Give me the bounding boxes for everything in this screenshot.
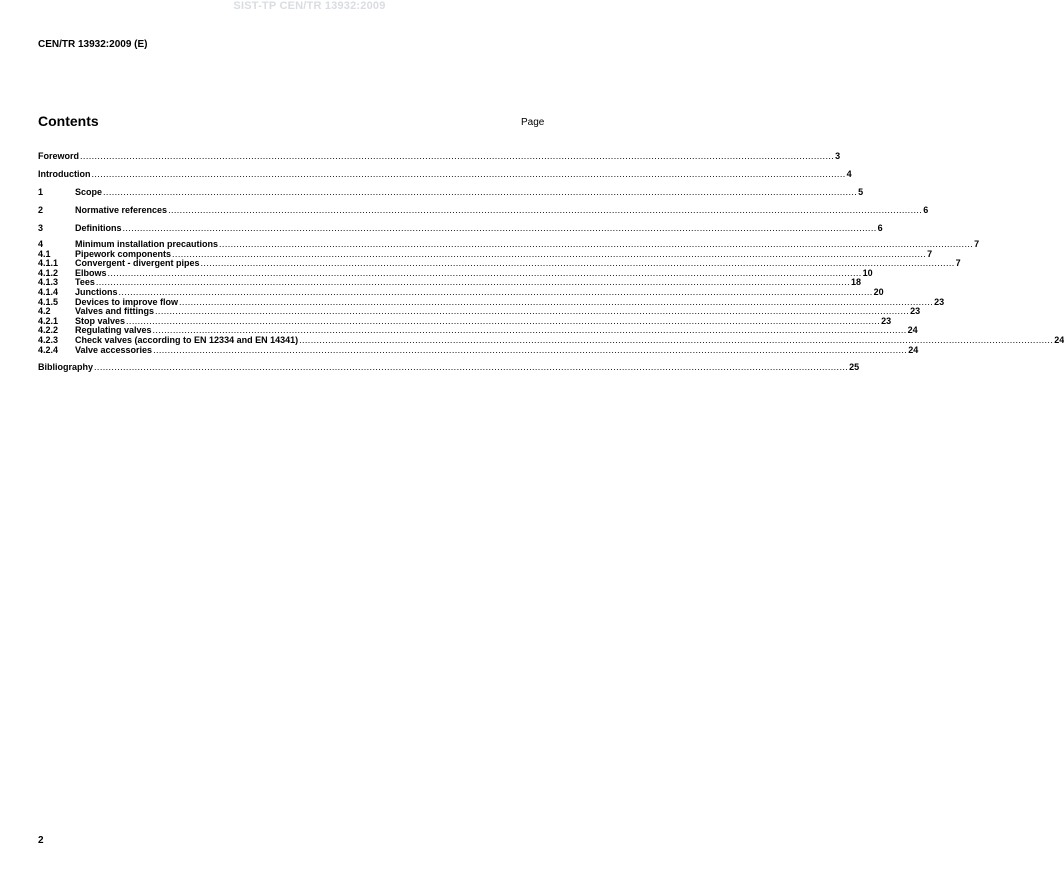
toc-entry-page: 10 [862, 267, 873, 278]
toc-entry-page: 5 [858, 187, 864, 197]
toc-entry-number: 4.1.2 [38, 267, 59, 278]
toc-entry-number: 4.1 [38, 248, 51, 259]
toc-entry-page: 3 [835, 151, 841, 161]
toc-entry-number: 4.2.4 [38, 344, 59, 355]
toc-entry-number: 4.1.5 [38, 296, 59, 307]
toc-entry-number: 3 [38, 223, 44, 233]
toc-entry-introduction[interactable] [38, 168, 852, 180]
toc-leader-dots: .................................................................................................................................................................................................................................................................... [94, 362, 849, 373]
toc-leader-dots: .................................................................................................................................................................................................................................................................... [107, 267, 862, 278]
toc-entry-title: Scope [75, 187, 103, 197]
toc-entry-number: 4.2.3 [38, 334, 59, 345]
watermark: SIST-TP CEN/TR 13932:2009 [233, 0, 386, 12]
toc-leader-dots: .................................................................................................................................................................................................................................................................... [122, 223, 877, 233]
toc-entry-scope[interactable] [38, 186, 864, 198]
contents-heading: Contents [38, 113, 99, 129]
toc-entry-title: Valves and fittings [75, 306, 155, 317]
toc-entry-title: Bibliography [38, 362, 94, 373]
page-column-label: Page [521, 117, 545, 128]
toc-entry-number: 4.2 [38, 306, 51, 317]
toc-leader-dots: .................................................................................................................................................................................................................................................................... [91, 169, 846, 179]
toc-entry-title: Definitions [75, 223, 122, 233]
toc-entry-title: Introduction [38, 169, 91, 179]
toc-entry-title: Regulating valves [75, 325, 152, 336]
toc-leader-dots: .................................................................................................................................................................................................................................................................... [168, 205, 923, 215]
toc-entry-bibliography[interactable] [38, 361, 860, 373]
toc-leader-dots: .................................................................................................................................................................................................................................................................... [200, 258, 955, 269]
toc-entry-title: Check valves (according to EN 12334 and EN 14341) [75, 334, 299, 345]
toc-entry-title: Minimum installation precautions [75, 239, 219, 249]
toc-entry-page: 4 [846, 169, 852, 179]
toc-leader-dots: .................................................................................................................................................................................................................................................................... [299, 334, 1054, 345]
toc-leader-dots: .................................................................................................................................................................................................................................................................... [95, 277, 850, 288]
toc-entry-number: 4.1.1 [38, 258, 59, 269]
toc-entry-definitions[interactable] [38, 222, 883, 234]
toc-entry-title: Valve accessories [75, 344, 153, 355]
toc-entry-page: 6 [923, 205, 929, 215]
toc-entry-number: 4.2.2 [38, 325, 59, 336]
toc-entry-number: 1 [38, 187, 44, 197]
toc-leader-dots: .................................................................................................................................................................................................................................................................... [172, 248, 927, 259]
toc-entry-title: Tees [75, 277, 95, 288]
table-of-contents [38, 150, 1064, 373]
toc-entry-normative-references[interactable] [38, 204, 929, 216]
toc-leader-dots: .................................................................................................................................................................................................................................................................... [179, 296, 934, 307]
toc-leader-dots: .................................................................................................................................................................................................................................................................... [80, 151, 835, 161]
toc-entry-page: 7 [974, 239, 980, 249]
toc-entry-title: Pipework components [75, 248, 172, 259]
toc-leader-dots: .................................................................................................................................................................................................................................................................... [152, 325, 907, 336]
toc-entry-title: Stop valves [75, 315, 126, 326]
toc-leader-dots: .................................................................................................................................................................................................................................................................... [155, 306, 910, 317]
toc-entry-title: Junctions [75, 286, 118, 297]
toc-entry-page: 24 [908, 344, 919, 355]
toc-entry-page: 18 [851, 277, 862, 288]
toc-entry-page: 7 [955, 258, 961, 269]
toc-leader-dots: .................................................................................................................................................................................................................................................................... [153, 344, 908, 355]
toc-entry-title: Elbows [75, 267, 107, 278]
toc-leader-dots: .................................................................................................................................................................................................................................................................... [219, 239, 974, 249]
toc-entry-number: 4.2.1 [38, 315, 59, 326]
toc-entry-page: 25 [849, 362, 860, 373]
toc-leader-dots: .................................................................................................................................................................................................................................................................... [118, 286, 873, 297]
toc-entry-page: 23 [881, 315, 892, 326]
toc-entry-number: 4.1.4 [38, 286, 59, 297]
toc-entry-number: 4.1.3 [38, 277, 59, 288]
toc-entry-page: 20 [873, 286, 884, 297]
toc-leader-dots: .................................................................................................................................................................................................................................................................... [103, 187, 858, 197]
toc-leader-dots: .................................................................................................................................................................................................................................................................... [126, 315, 881, 326]
toc-entry-title: Devices to improve flow [75, 296, 179, 307]
toc-entry-title: Convergent - divergent pipes [75, 258, 200, 269]
document-id: CEN/TR 13932:2009 (E) [38, 39, 148, 50]
toc-entry-page: 24 [1054, 334, 1064, 345]
toc-entry-page: 23 [934, 296, 945, 307]
toc-entry-page: 6 [877, 223, 883, 233]
toc-entry-number: 2 [38, 205, 44, 215]
toc-entry-page: 24 [907, 325, 918, 336]
toc-entry-title: Foreword [38, 151, 80, 161]
toc-entry-page: 7 [927, 248, 933, 259]
toc-entry-foreword[interactable] [38, 150, 841, 162]
toc-entry-title: Normative references [75, 205, 168, 215]
toc-entry-page: 23 [910, 306, 921, 317]
toc-entry-valve-accessories[interactable] [38, 344, 919, 356]
toc-entry-number: 4 [38, 239, 44, 249]
page-number: 2 [38, 835, 44, 846]
